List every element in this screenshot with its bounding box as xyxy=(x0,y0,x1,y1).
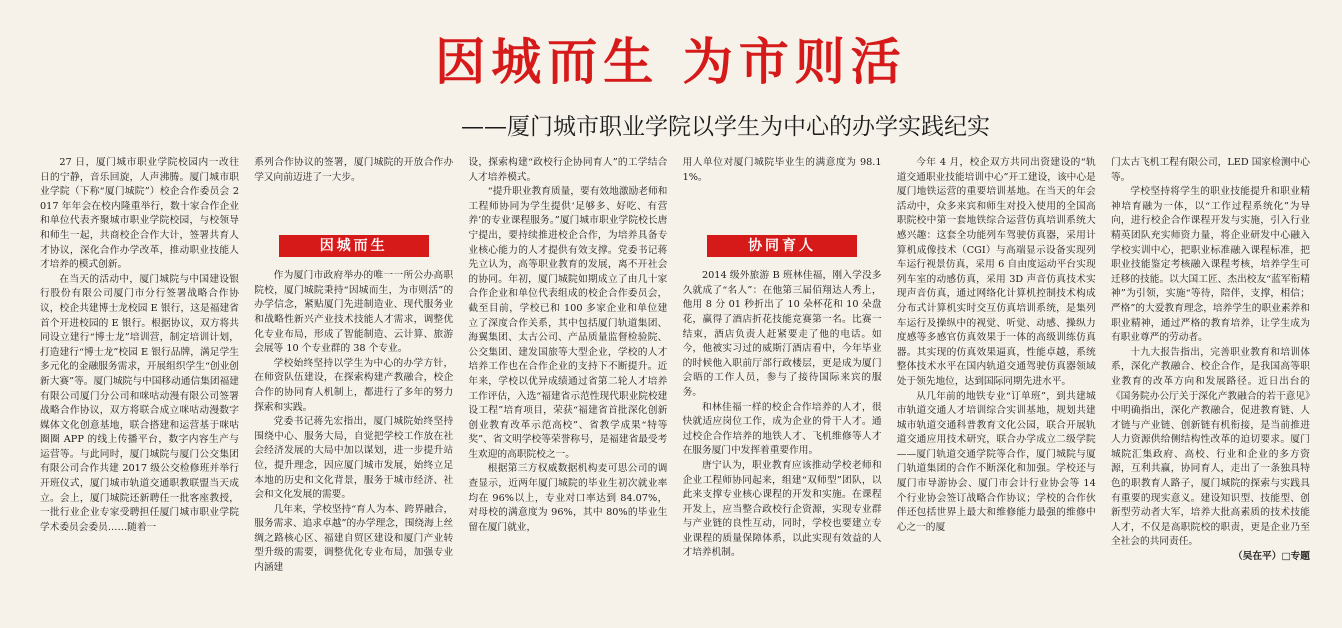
paragraph: 从几年前的地铁专业“订单班”，到共建城市轨道交通人才培训综合实训基地，规划共建城市轨道交通科普教育文化公园，联合开展轨道交通应用技术研究，联合办学成立二级学院——厦门轨道交通学院等合作，厦门城院与厦门轨道集团的合作不断深化和加强。学校还与厦门市导游协会、厦门市会计行业协会等 14 个行业协会签订战略合作协议；学校的合作伙伴还包括世界上最大和维修能力最强的维修中心之一的厦 xyxy=(896,390,1096,533)
article-body xyxy=(40,156,1310,618)
paragraph: 十九大报告指出，完善职业教育和培训体系，深化产教融合、校企合作，是我国高等职业教育的改革方向和发展路径。近日出台的《国务院办公厅关于深化产教融合的若干意见》中明确指出，深化产教融合，促进教育链、人才链与产业链、创新链有机衔接，是当前推进人力资源供给侧结构性改革的迫切要求。厦门城院汇集政府、高校、行业和企业的多方资源，互利共赢，协同育人，走出了一条独具特色的职教育人路子，厦门城院的探索与实践具有重要的现实意义。建设知识型、技能型、创新型劳动者大军，培养大批高素质的技术技能人才，不仅是高职院校的职责，更是企业乃至全社会的共同责任。 xyxy=(1110,346,1310,548)
section-heading-yincheng: 因城而生 xyxy=(279,235,429,257)
byline: （吴在平）□专题 xyxy=(1232,551,1310,563)
column-3 xyxy=(468,156,667,618)
paragraph: 唐宁认为，职业教育应该推动学校老师和企业工程师协同起来，组建“双师型”团队，以此来支撑专业核心课程的开发和实施。在课程开发上，应当整合政校行企资源，实现专业群与产业链的良性互动，同时，学校也要建立专业课程的质量保障体系，以此实现有效益的人才培养机制。 xyxy=(682,459,882,559)
paragraph: 设，探索构建“政校行企协同育人”的工学结合人才培养模式。 xyxy=(468,157,668,183)
paragraph: “提升职业教育质量，要有效地激励老师和工程师协同为学生提供‘足够多、好吃、有营养’的专业课程服务。”厦门城市职业学院校长唐宁提出，要持续推进校企合作，为培养具备专业核心能力的人才提供有效支撑。党委书记蒋先立认为，高等职业教育的发展，离不开社会的协同。年初，厦门城院如期成立了由几十家合作企业和单位代表组成的校企合作委员会，截至目前，学校已和 100 多家企业和单位建立了深度合作关系，其中包括厦门轨道集团、海翼集团、太古公司、产品质量监督检验院、公交集团、建发国旅等大型企业，学校的人才培养工作也在合作企业的支持下不断提升。近年来，学校以优异成绩通过省第二轮人才培养工作评估，入选“福建省示范性现代职业院校建设工程”培育项目，荣获“福建省首批深化创新创业教育改革示范高校”、省教学成果“特等奖”、省文明学校等荣誉称号，是福建省最受考生欢迎的高职院校之一。 xyxy=(468,186,668,460)
paragraph: 党委书记蒋先宏指出，厦门城院始终坚持围绕中心、服务大局，自觉把学校工作放在社会经济发展的大局中加以谋划，进一步提升站位，提升理念，因应厦门城市发展，始终立足本地的历史和文化背景，服务于城市经济、社会和文化发展的需要。 xyxy=(254,416,454,501)
paragraph: 和林佳福一样的校企合作培养的人才，很快就适应岗位工作，成为企业的骨干人才。通过校企合作培养的地铁人才、飞机维修等人才在服务厦门中发挥着重要作用。 xyxy=(682,401,882,457)
paragraph: 系列合作协议的签署，厦门城院的开放合作办学又向前迈进了一大步。 xyxy=(254,157,454,183)
paragraph: 在当天的活动中，厦门城院与中国建设银行股份有限公司厦门市分行签署战略合作协议，校企共建博士龙校园 E 银行，这是福建省首个开进校园的 E 银行。根据协议，双方将共同设立建行“博士龙”培训营，制定培训计划，打造建行“博士龙”校园 E 银行品牌，满足学生多元化的金融服务需求，开展组织学生“创业创新大赛”等。厦门城院与中国移动通信集团福建有限公司厦门分公司和咪咕动漫有限公司签署战略合作协议，双方将联合成立咪咕动漫数字媒体文化创意基地，联合搭建和运营基于咪咕圈圈 APP 的线上传播平台，数字内容生产与运营等。与此同时，厦门城院与厦门公交集团有限公司合作共建 2017 级公交检修班并举行开班仪式，厦门城市轨道交通职教联盟当天成立。会上，厦门城院还新聘任一批客座教授，一批行业企业专家受聘担任厦门城市职业学院学术委员会委员……随着一 xyxy=(40,273,239,533)
section-heading-xietong: 协同育人 xyxy=(707,235,857,257)
headline: 因城而生 为市则活 xyxy=(435,33,907,91)
column-5 xyxy=(897,156,1096,618)
paragraph: 学校始终坚持以学生为中心的办学方针，在师资队伍建设，在探索构建产教融合，校企合作的协同育人机制上，都进行了多年的努力探索和实践。 xyxy=(254,357,454,413)
paragraph: 几年来，学校坚持“育人为本、跨界融合，服务需求、追求卓越”的办学理念，围绕海上丝绸之路核心区、福建自贸区建设和厦门产业转型升级的需要，调整优化专业布局，加强专业内涵建 xyxy=(254,503,454,574)
paragraph: 学校坚持将学生的职业技能提升和职业精神培育融为一体，以“工作过程系统化”为导向，进行校企合作课程开发与实施，引入行业精英团队充实师资力量，将企业研发中心融入学校实训中心，把职业标准融入课程标准，把职业技能鉴定考核融入课程考核，培养学生可迁移的技能。以大国工匠、杰出校友“蓝军衔精神”为引领，实施“等待，陪伴，支撑，相信；严格”的大爱教育理念，培养学生的职业素养和职业精神，通过严格的教育培养，让学生成为有职业尊严的劳动者。 xyxy=(1110,186,1310,344)
paragraph: 用人单位对厦门城院毕业生的满意度为 98.11%。 xyxy=(682,157,882,183)
paragraph: 门太古飞机工程有限公司，LED 国家检测中心等。 xyxy=(1110,157,1310,183)
paragraph: 根据第三方权威数据机构麦可思公司的调查显示，近两年厦门城院的毕业生初次就业率均在 96%以上，专业对口率达到 84.07%，对母校的满意度为 96%，其中 80%的毕业生留在厦门就业， xyxy=(468,463,668,533)
column-2 xyxy=(254,156,453,618)
column-4 xyxy=(683,156,882,618)
paragraph: 27 日，厦门城市职业学院校园内一改往日的宁静，音乐回旋，人声沸腾。厦门城市职业学院（下称“厦门城院”）校企合作委员会 2017 年年会在校内隆重举行，数十家合作企业和单位代表齐聚城市职业学院校园，与校领导和师生一起，共商校企合作大计，签署共育人才协议，深化合作办学改革，推动职业技能人才培养的模式创新。 xyxy=(40,157,239,271)
column-6 xyxy=(1111,156,1310,618)
paragraph: 今年 4 月，校企双方共同出资建设的“轨道交通职业技能培训中心”开工建设，该中心是厦门地铁运营的重要培训基地。在当天的年会活动中，众多来宾和师生对投入使用的全国高职院校中第一套地铁综合运营仿真培训系统大感兴趣：这套全功能列车驾驶仿真器，采用计算机成像技术（CGI）与高端显示设备实现列车运行视景仿真，采用 6 自由度运动平台实现列车室的动感仿真，采用 3D 声音仿真技术实现声音仿真，通过网络化计算机控制技术构成分布式计算机实时交互仿真培训系统，是集列车运行及操纵中的视觉、听觉、动感、操纵力度感等多感官仿真效果于一体的高级训练仿真器。其实现的仿真效果逼真，性能卓越，系统整体技术水平在国内轨道交通驾驶仿真器领域处于领先地位，达到国际同期先进水平。 xyxy=(896,157,1096,387)
subheadline: ——厦门城市职业学院以学生为中心的办学实践纪实 xyxy=(461,114,990,140)
paragraph: 2014 级外旅游 B 班林佳福，刚入学没多久就成了“名人”：在他第三届佰翔达人秀上，他用 8 分 01 秒折出了 10 朵杯花和 10 朵盘花，赢得了酒店折花技能竞赛第一名。比赛一结束，酒店负责人赶紧要走了他的电话。如今，他被实习过的威斯汀酒店看中，今年毕业的时候他入职前厅部行政楼层，更是成为厦门会晤的工作人员，参与了接待国际来宾的服务。 xyxy=(682,270,882,398)
column-1 xyxy=(40,156,239,618)
paragraph: 作为厦门市政府举办的唯一一所公办高职院校，厦门城院秉持“因城而生，为市则活”的办学信念，紧贴厦门先进制造业、现代服务业和战略性新兴产业技术技能人才需求，调整优化专业布局，形成了智能制造、云计算、旅游会展等 10 个专业群的 38 个专业。 xyxy=(254,270,454,355)
